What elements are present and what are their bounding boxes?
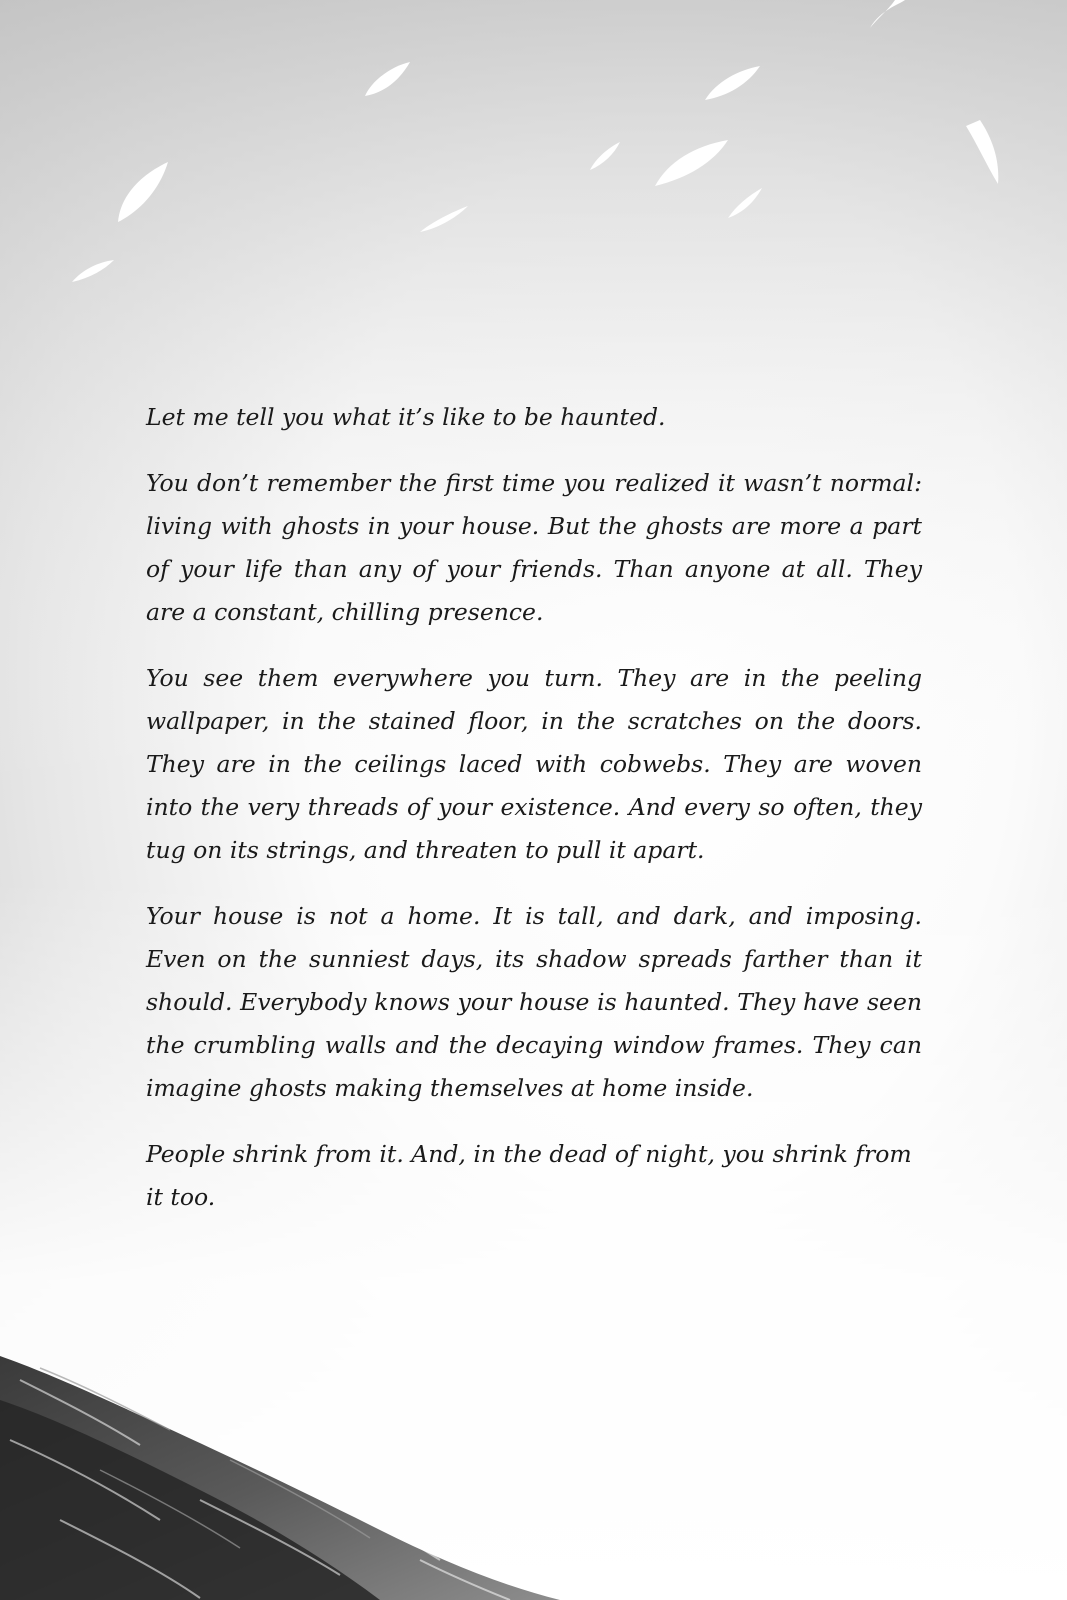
paragraph-1: Let me tell you what it’s like to be haunted.: [146, 403, 666, 431]
paragraph-5: People shrink from it. And, in the dead of night, you shrink from it too.: [146, 1140, 912, 1211]
body-text: [146, 396, 922, 1242]
paragraph-2: You don’t remember the first time you realized it wasn’t normal: living with ghosts in your house. But the ghosts are more a part of your life than any of your friends. Than anyone at all. They are a constant, chilling presence.: [146, 469, 922, 626]
paragraph-4: Your house is not a home. It is tall, and dark, and imposing. Even on the sunniest days, its shadow spreads farther than it should. Everybody knows your house is haunted. They have seen the crumbling walls and the decaying window frames. They can imagine ghosts making themselves at home inside.: [146, 902, 922, 1102]
paragraph-3: You see them everywhere you turn. They are in the peeling wallpaper, in the stained floor, in the scratches on the doors. They are in the ceilings laced with cobwebs. They are woven into the very threads of your existence. And every so often, they tug on its strings, and threaten to pull it apart.: [146, 664, 922, 864]
